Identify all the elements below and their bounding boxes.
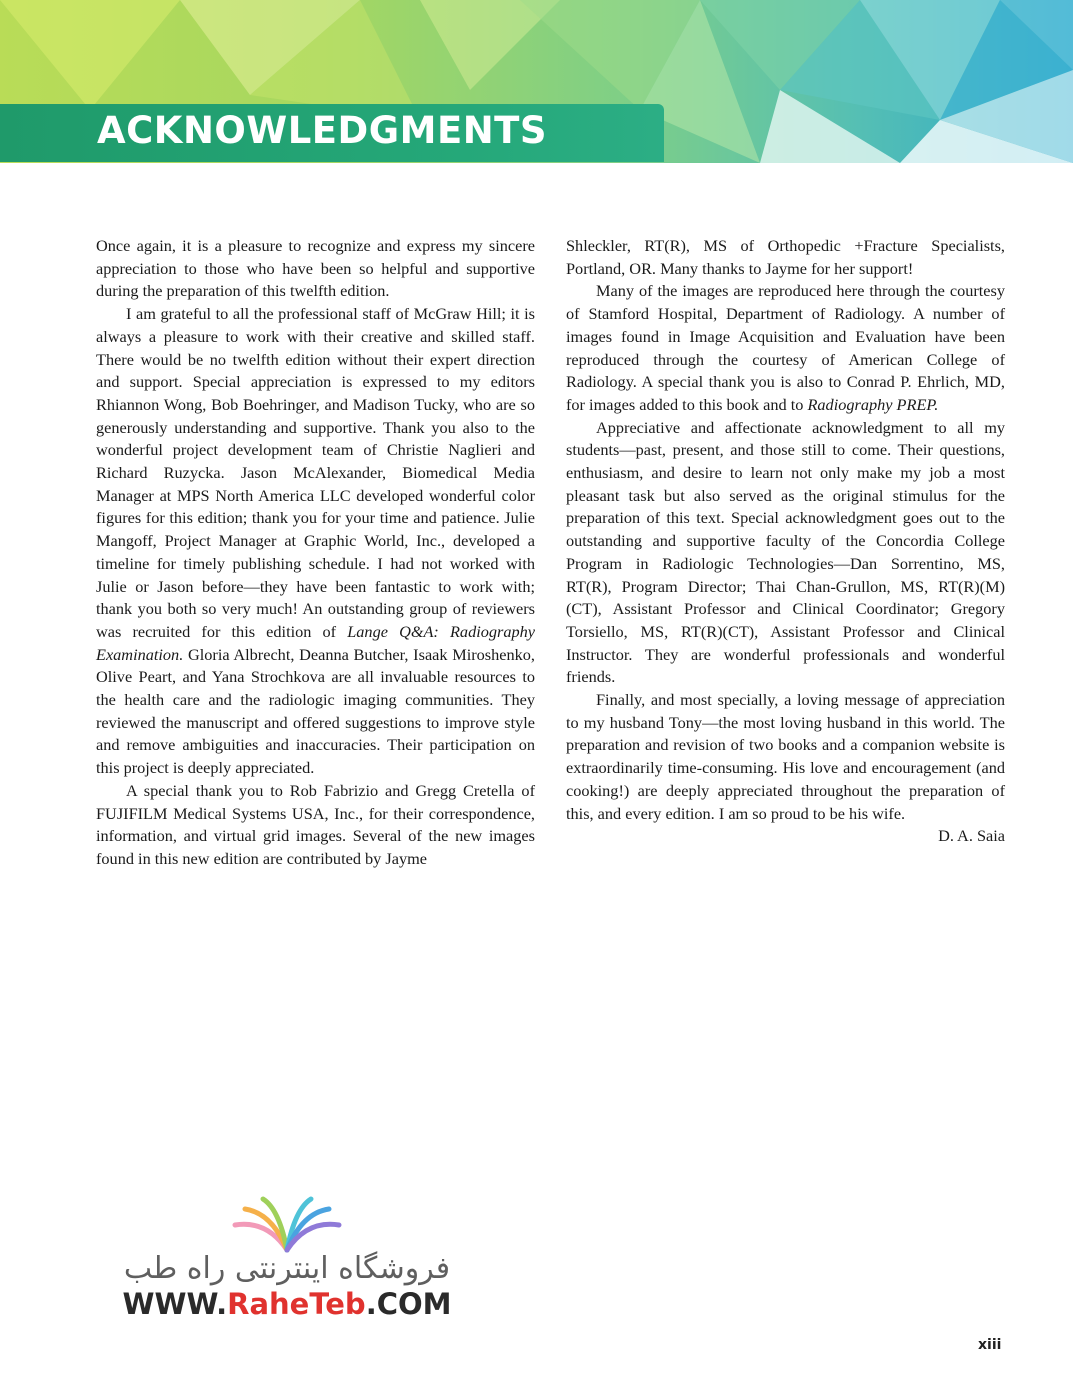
right-column <box>566 235 1005 848</box>
signature: D. A. Saia <box>938 826 1005 846</box>
paragraph: Finally, and most specially, a loving message of appreciation to my husband Tony—the most loving husband in this world. The preparation and revision of two books and a companion website is extraordinarily time-consuming. His love and encouragement (and cooking!) are deeply appreciated throughout the preparation of this, and every edition. I am so proud to be his wife. <box>566 690 1005 823</box>
paragraph: A special thank you to Rob Fabrizio and Gregg Cretella of FUJIFILM Medical Systems USA, Inc., for their correspondence, information, and virtual grid images. Several of the new images found in this new edition are contributed by Jayme <box>96 780 535 868</box>
paragraph: Shleckler, RT(R), MS of Orthopedic +Fracture Specialists, Portland, OR. Many thanks to Jayme for her support! <box>566 236 1005 278</box>
book-title: Radiography PREP. <box>807 394 939 414</box>
watermark <box>120 1195 460 1325</box>
url-suffix: .COM <box>365 1287 452 1321</box>
watermark-url[interactable] <box>120 1287 454 1321</box>
open-book-rainbow-icon <box>227 1195 347 1255</box>
page-number: xiii <box>978 1337 1002 1353</box>
paragraph-text: I am grateful to all the professional staff of McGraw Hill; it is always a pleasure to work with their creative and skilled staff. There would be no twelfth edition without their expert direction and support. Special appreciation is expressed to my editors Rhiannon Wong, Bob Boehringer, and Madison Tucky, who are so generously understanding and supportive. Thank you also to the wonderful project development team of Christie Naglieri and Richard Ruzycka. Jason McAlexander, Biomedical Media Manager at MPS North America LLC developed wonderful color figures for this edition; thank you for your time and patience. Julie Mangoff, Project Manager at Graphic World, Inc., developed a timeline for timely publishing schedule. I had not worked with Julie or Jason before—they have been fantastic to work with; thank you both so very much! An outstanding group of reviewers was recruited for this edition of <box>96 304 535 641</box>
url-brand: RaheTeb <box>227 1287 366 1321</box>
paragraph: Appreciative and affectionate acknowledgment to all my students—past, present, and those still to come. Their questions, enthusiasm, and desire to learn not only make my job a most pleasant task but also served as the original stimulus for the preparation of this text. Special acknowledgment goes out to the outstanding and supportive faculty of the Concordia College Program in Radiologic Technologies—Dan Sorrentino, MS, RT(R), Program Director; Thai Chan-Grullon, MS, RT(R)(M)(CT), Assistant Professor and Clinical Coordinator; Gregory Torsiello, MS, RT(R)(CT), Assistant Professor and Clinical Instructor. They are wonderful professionals and wonderful friends. <box>566 417 1005 687</box>
paragraph: Once again, it is a pleasure to recognize and express my sincere appreciation to those who have been so helpful and supportive during the preparation of this twelfth edition. <box>96 236 535 301</box>
page-title: ACKNOWLEDGMENTS <box>97 109 548 152</box>
url-prefix: WWW. <box>122 1287 228 1321</box>
paragraph <box>566 280 1005 416</box>
watermark-persian-text: فروشگاه اینترنتی راه طب <box>123 1251 451 1286</box>
book-title: Lange Q&A: Radiography Examination. <box>96 621 535 664</box>
paragraph-text: Many of the images are reproduced here through the courtesy of Stamford Hospital, Department of Radiology. A number of images found in Image Acquisition and Evaluation have been reproduced through the courtesy of American College of Radiology. A special thank you is also to Conrad P. Ehrlich, MD, for images added to this book and to <box>566 281 1005 414</box>
paragraph <box>96 303 535 780</box>
left-column <box>96 235 535 871</box>
paragraph-text: Gloria Albrecht, Deanna Butcher, Isaak Miroshenko, Olive Peart, and Yana Strochkova are all invaluable resources to the health care and the radiologic imaging communities. They reviewed the manuscript and offered suggestions to improve style and remove ambiguities and inaccuracies. Their participation on this project is deeply appreciated. <box>96 644 535 778</box>
